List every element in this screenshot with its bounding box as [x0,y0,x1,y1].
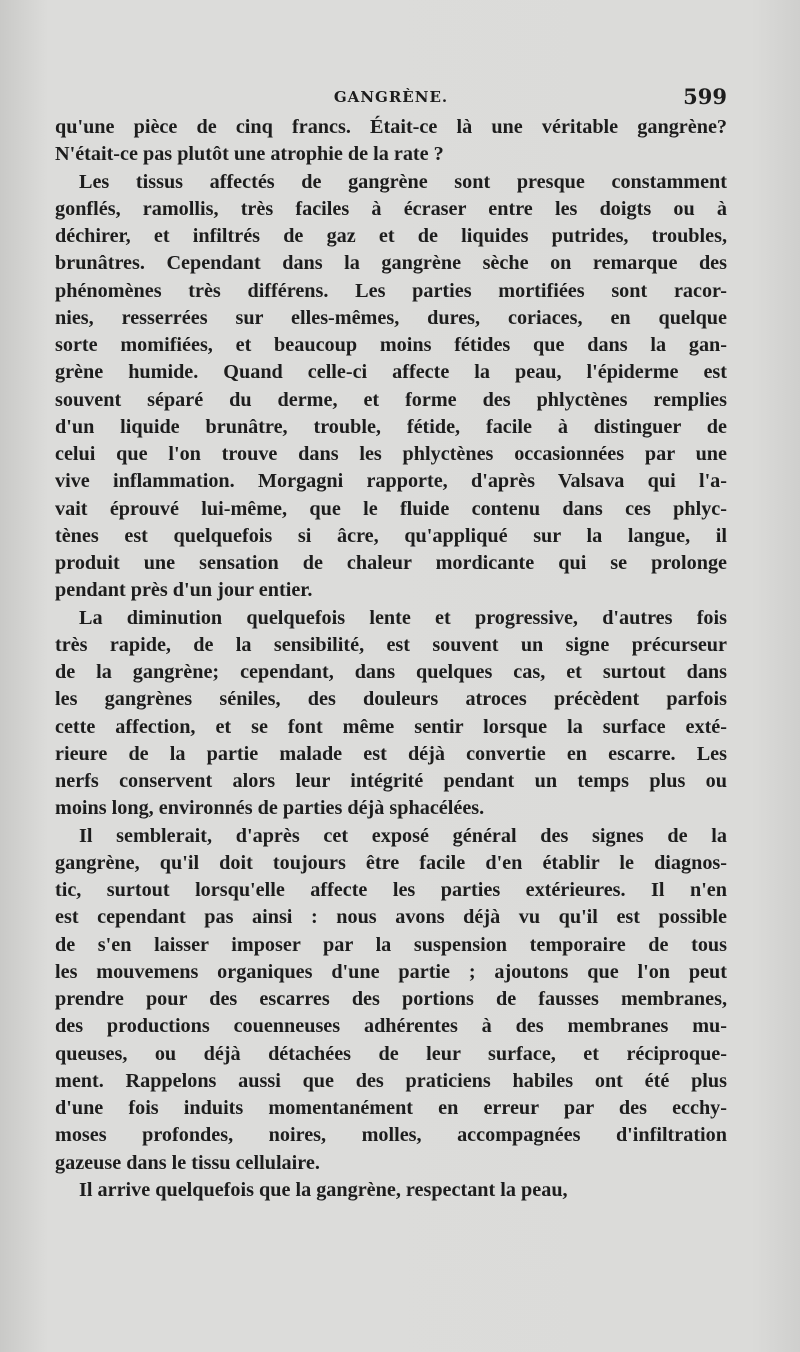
text-line: pendant près d'un jour entier. [55,579,313,602]
text-line: produit une sensation de chaleur mordicante qui se prolonge [55,552,727,574]
text-line: de s'en laisser imposer par la suspension temporaire de tous [55,933,727,956]
text-line: gonflés, ramollis, très faciles à écraser entre les doigts ou à [55,197,727,220]
text-line: de la gangrène; cependant, dans quelques cas, et surtout dans [55,661,727,683]
text-line: moses profondes, noires, molles, accompagnées d'infiltration [55,1124,727,1147]
running-title: GANGRÈNE. [333,88,449,106]
text-line: tènes est quelquefois si âcre, qu'appliqué sur la langue, il [55,524,727,547]
text-line: Les tissus affectés de gangrène sont presque constamment [79,170,727,193]
text-line: les mouvemens organiques d'une partie ; ajoutons que l'on peut [55,960,727,983]
text-line: très rapide, de la sensibilité, est souvent un signe précurseur [55,633,727,656]
text-line: vait éprouvé lui-même, que le fluide contenu dans ces phlyc- [55,497,727,520]
page-header [55,84,727,114]
page-number: 599 [683,84,727,109]
text-line: cette affection, et se font même sentir lorsque la surface exté- [55,715,727,738]
text-line: phénomènes très différens. Les parties mortifiées sont racor- [55,279,727,302]
text-line: grène humide. Quand celle-ci affecte la peau, l'épiderme est [55,361,727,384]
book-page [55,84,727,1204]
body-text [55,114,727,1204]
text-line: d'un liquide brunâtre, trouble, fétide, facile à distinguer de [55,415,727,438]
text-line: les gangrènes séniles, des douleurs atroces précèdent parfois [55,688,727,711]
text-line: Il arrive quelquefois que la gangrène, respectant la peau, [79,1178,568,1201]
paragraph [55,605,727,823]
text-line: N'était-ce pas plutôt une atrophie de la rate ? [55,143,444,166]
text-line: celui que l'on trouve dans les phlyctènes occasionnées par une [55,443,727,465]
text-line: des productions couenneuses adhérentes à des membranes mu- [55,1015,727,1038]
text-line: queuses, ou déjà détachées de leur surface, et réciproque- [55,1042,727,1065]
text-line: prendre pour des escarres des portions de fausses membranes, [55,988,727,1010]
text-line: brunâtres. Cependant dans la gangrène sèche on remarque des [55,252,727,275]
text-line: vive inflammation. Morgagni rapporte, d'après Valsava qui l'a- [55,470,727,493]
text-line: La diminution quelquefois lente et progressive, d'autres fois [79,606,727,629]
text-line: est cependant pas ainsi : nous avons déjà vu qu'il est possible [55,906,727,929]
text-line: sorte momifiées, et beaucoup moins fétides que dans la gan- [55,334,727,356]
text-line: nerfs conservent alors leur intégrité pendant un temps plus ou [55,770,727,792]
text-line: tic, surtout lorsqu'elle affecte les parties extérieures. Il n'en [55,879,727,901]
paragraph [55,169,727,605]
text-line: gazeuse dans le tissu cellulaire. [55,1151,320,1174]
text-line: d'une fois induits momentanément en erreur par des ecchy- [55,1097,727,1119]
text-line: Il semblerait, d'après cet exposé général des signes de la [79,824,727,847]
text-line: gangrène, qu'il doit toujours être facile d'en établir le diagnos- [55,851,727,874]
paragraph [55,823,727,1177]
paragraph [55,114,727,169]
text-line: nies, resserrées sur elles-mêmes, dures, coriaces, en quelque [55,306,727,329]
text-line: souvent séparé du derme, et forme des phlyctènes remplies [55,388,727,411]
text-line: moins long, environnés de parties déjà sphacélées. [55,797,485,820]
text-line: qu'une pièce de cinq francs. Était-ce là une véritable gangrène? [55,116,727,138]
paragraph [55,1177,727,1204]
text-line: rieure de la partie malade est déjà convertie en escarre. Les [55,742,727,765]
text-line: déchirer, et infiltrés de gaz et de liquides putrides, troubles, [55,225,727,247]
text-line: ment. Rappelons aussi que des praticiens habiles ont été plus [55,1069,727,1092]
